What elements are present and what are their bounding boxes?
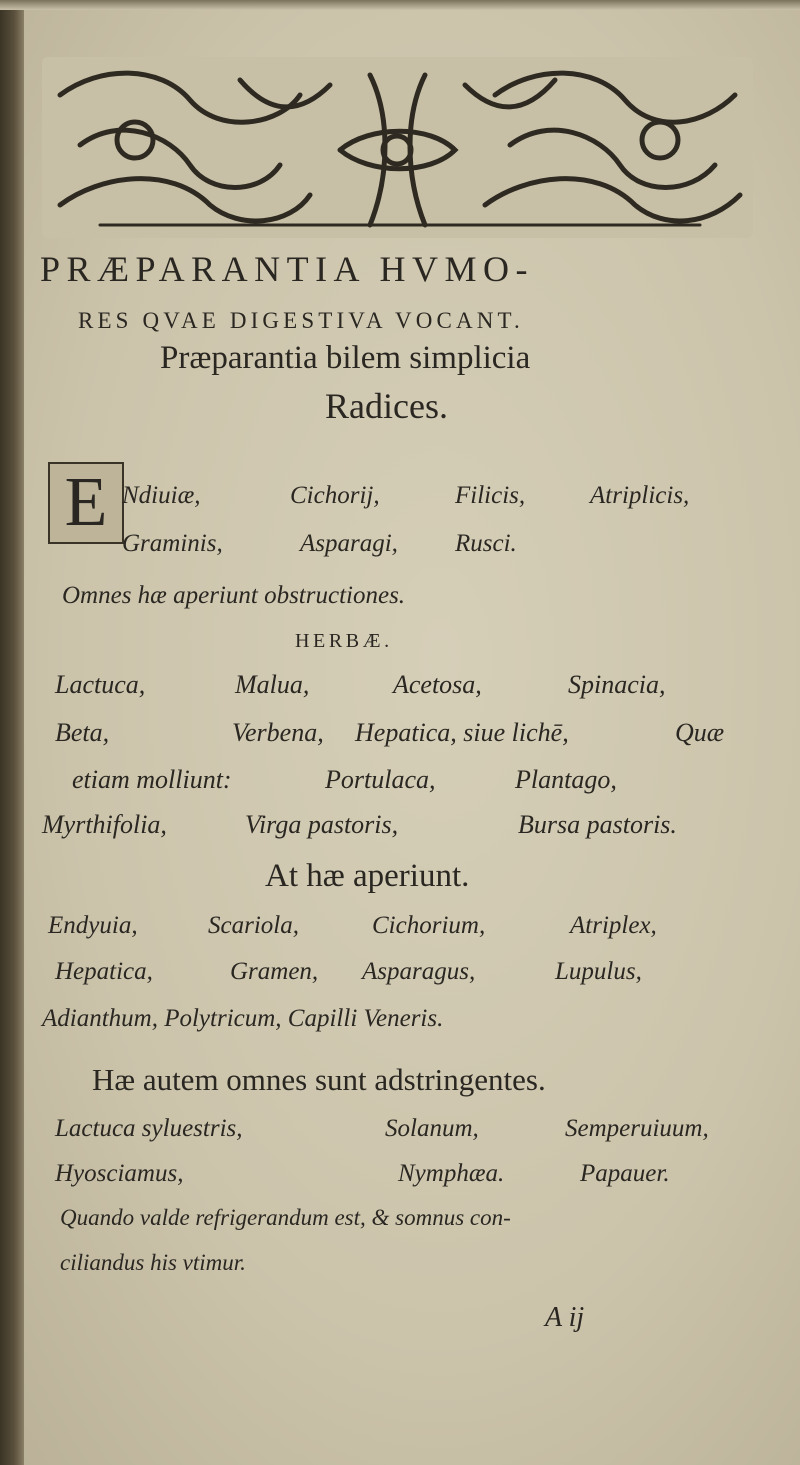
herbae-row1-item2: Malua, [235,670,310,699]
radices-row2-item1: Graminis, [122,530,223,557]
herbae-row3-item2: Portulaca, [325,765,436,794]
herbae-row1-item4: Spinacia, [568,670,666,699]
radices-row1-item3: Filicis, [455,482,526,509]
aperiunt-row2-item2: Gramen, [230,958,319,985]
binding-spine [0,0,24,1465]
herbae-row4-item2: Virga pastoris, [245,810,399,839]
herbae-row3-item1: etiam molliunt: [72,765,232,794]
aperiunt-heading: At hæ aperiunt. [265,858,470,894]
astringentes-row2-item2: Nymphæa. [398,1160,505,1187]
astringentes-row3: Quando valde refrigerandum est, & somnus con- [60,1205,511,1230]
herbae-heading: HERBÆ. [295,630,393,652]
subtitle: Præparantia bilem simplicia [160,340,531,376]
aperiunt-row1-item2: Scariola, [208,912,299,939]
astringentes-row2-item3: Papauer. [580,1160,670,1187]
aperiunt-row2-item3: Asparagus, [362,958,476,985]
radices-row2-item3: Rusci. [455,530,517,557]
astringentes-row1-item1: Lactuca syluestris, [55,1115,243,1142]
herbae-row2-item3: Hepatica, siue lichē, [355,718,569,747]
decorated-initial: E [48,462,124,544]
section-heading-radices: Radices. [325,386,448,426]
astringentes-row2-item1: Hyosciamus, [55,1160,184,1187]
astringentes-row4: ciliandus his vtimur. [60,1250,246,1275]
herbae-row2-item1: Beta, [55,718,110,747]
signature-mark: A ij [545,1302,585,1333]
herbae-row2-item2: Verbena, [232,718,324,747]
herbae-row4-item1: Myrthifolia, [42,810,167,839]
radices-row1-item1: Ndiuiæ, [122,482,201,509]
aperiunt-row3: Adianthum, Polytricum, Capilli Veneris. [42,1005,444,1032]
herbae-row1-item1: Lactuca, [55,670,146,699]
herbae-row4-item3: Bursa pastoris. [518,810,677,839]
radices-row1-item4: Atriplicis, [590,482,690,509]
page-top-edge [0,0,800,10]
radices-row2-item2: Asparagi, [300,530,398,557]
radices-summary: Omnes hæ aperiunt obstructiones. [62,582,406,609]
herbae-row3-item3: Plantago, [515,765,617,794]
headpiece-ornament [40,55,755,240]
aperiunt-row2-item4: Lupulus, [555,958,642,985]
aperiunt-row2-item1: Hepatica, [55,958,153,985]
aperiunt-row1-item4: Atriplex, [570,912,657,939]
title-line-2: RES QVAE DIGESTIVA VOCANT. [78,308,524,333]
herbae-row2-item4: Quæ [675,718,725,747]
radices-row1-item2: Cichorij, [290,482,380,509]
herbae-row1-item3: Acetosa, [393,670,482,699]
title-line-1: PRÆPARANTIA HVMO- [40,249,534,289]
astringentes-row1-item3: Semperuiuum, [565,1115,709,1142]
astringentes-row1-item2: Solanum, [385,1115,479,1142]
astringentes-heading: Hæ autem omnes sunt adstringentes. [92,1062,546,1097]
aperiunt-row1-item1: Endyuia, [48,912,138,939]
aperiunt-row1-item3: Cichorium, [372,912,486,939]
